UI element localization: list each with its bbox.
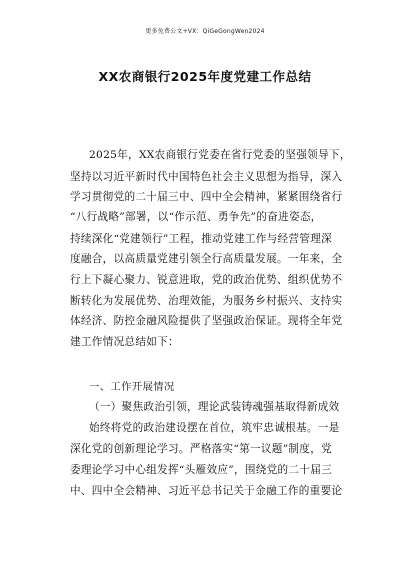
intro-line: 持续深化“党建领行”工程，推动党建工作与经营管理深 bbox=[70, 233, 332, 245]
body-line: 始终将党的政治建设摆在首位，筑牢忠诚根基。一是 bbox=[89, 422, 340, 434]
subsection-heading: （一）聚焦政治引领，理论武装铸魂强基取得新成效 bbox=[89, 401, 340, 413]
body-line: 委理论学习中心组发挥“头雁效应”，围绕党的二十届三 bbox=[70, 464, 332, 476]
body-line: 深化党的创新理论学习。严格落实“第一议题”制度，党 bbox=[70, 443, 332, 455]
intro-line: 断转化为发展优势、治理效能，为服务乡村振兴、支持实 bbox=[70, 295, 343, 307]
intro-line: 度融合，以高质量党建引领全行高质量发展。一年来，全 bbox=[70, 253, 343, 265]
intro-line: 行上下凝心聚力、锐意进取，党的政治优势、组织优势不 bbox=[70, 274, 343, 286]
intro-line: 2025年，XX农商银行党委在省行党委的坚强领导下， bbox=[89, 149, 351, 161]
top-note: 更多免费公文+VX：QiGeGongWen2024 bbox=[145, 28, 265, 35]
intro-line: 学习贯彻党的二十届三中、四中全会精神，紧紧围绕省行 bbox=[70, 191, 343, 203]
intro-line: “八行战略”部署，以“作示范、勇争先”的奋进姿态， bbox=[70, 211, 322, 223]
body-line: 中、四中全会精神、习近平总书记关于金融工作的重要论 bbox=[70, 485, 343, 497]
document-title: XX农商银行2025年度党建工作总结 bbox=[98, 69, 312, 84]
intro-line: 体经济、防控金融风险提供了坚强政治保证。现将全年党 bbox=[70, 315, 343, 327]
intro-line: 建工作情况总结如下： bbox=[70, 336, 179, 348]
section-heading: 一、工作开展情况 bbox=[89, 381, 175, 393]
intro-line: 坚持以习近平新时代中国特色社会主义思想为指导，深入 bbox=[70, 171, 343, 183]
